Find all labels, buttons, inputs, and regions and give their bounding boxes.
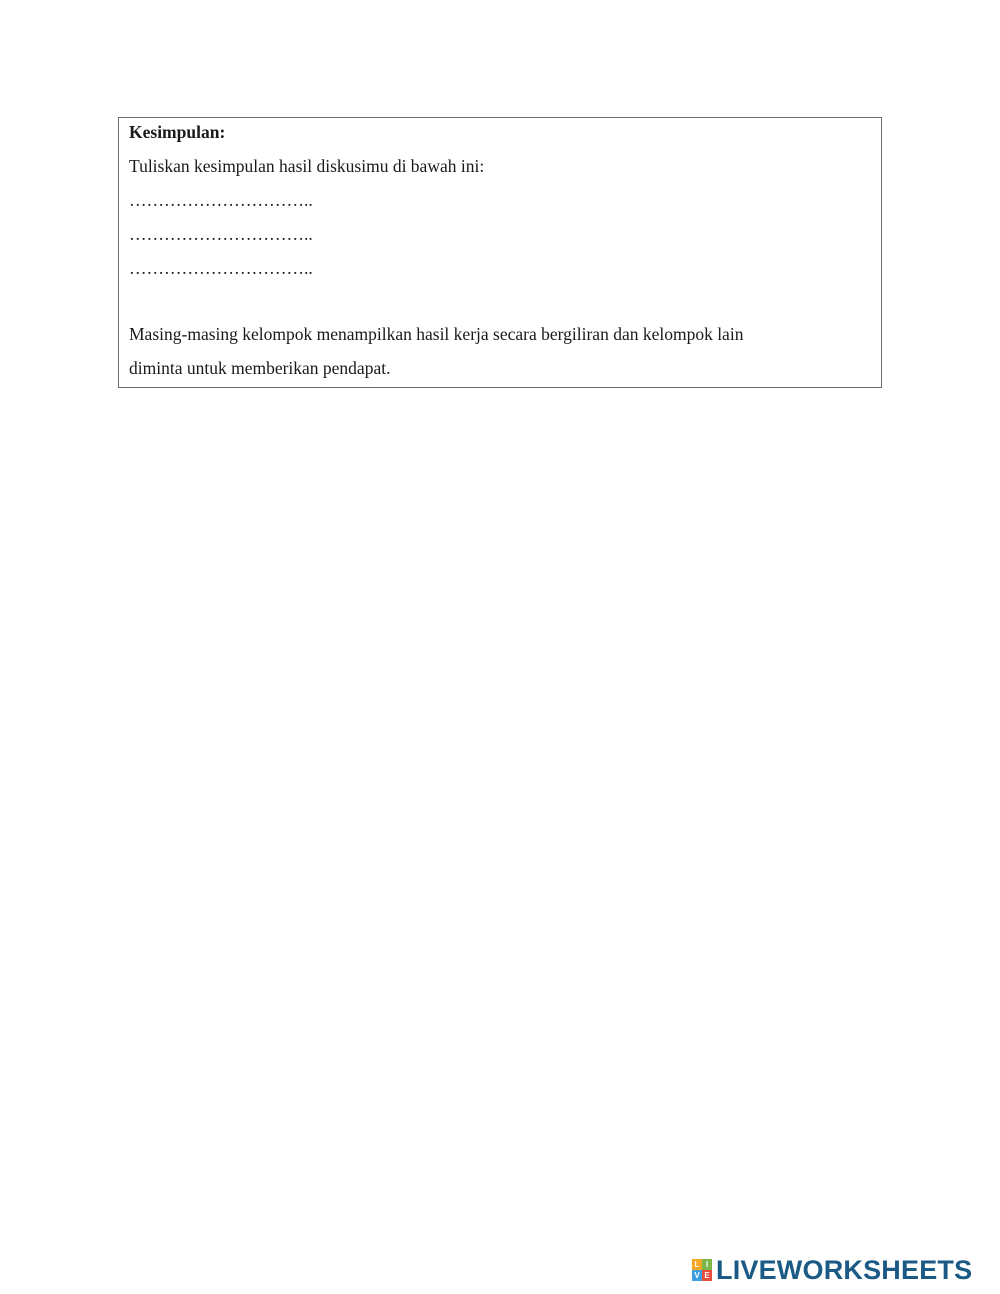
instruction-note-line: Masing-masing kelompok menampilkan hasil kerja secara bergiliran dan kelompok lain xyxy=(129,324,744,344)
liveworksheets-logo[interactable] xyxy=(692,1257,972,1283)
instruction-note-line: diminta untuk memberikan pendapat. xyxy=(129,358,391,378)
logo-wordmark: LIVEWORKSHEETS xyxy=(716,1255,973,1285)
answer-blank-line[interactable]: ………………………….. xyxy=(129,224,313,244)
answer-blank-line[interactable]: ………………………….. xyxy=(129,190,313,210)
liveworksheets-mark-icon: L I V E xyxy=(692,1259,712,1281)
conclusion-prompt: Tuliskan kesimpulan hasil diskusimu di bawah ini: xyxy=(129,156,485,176)
answer-blank-line[interactable]: ………………………….. xyxy=(129,258,313,278)
conclusion-box xyxy=(118,117,882,388)
conclusion-heading: Kesimpulan: xyxy=(129,122,226,142)
